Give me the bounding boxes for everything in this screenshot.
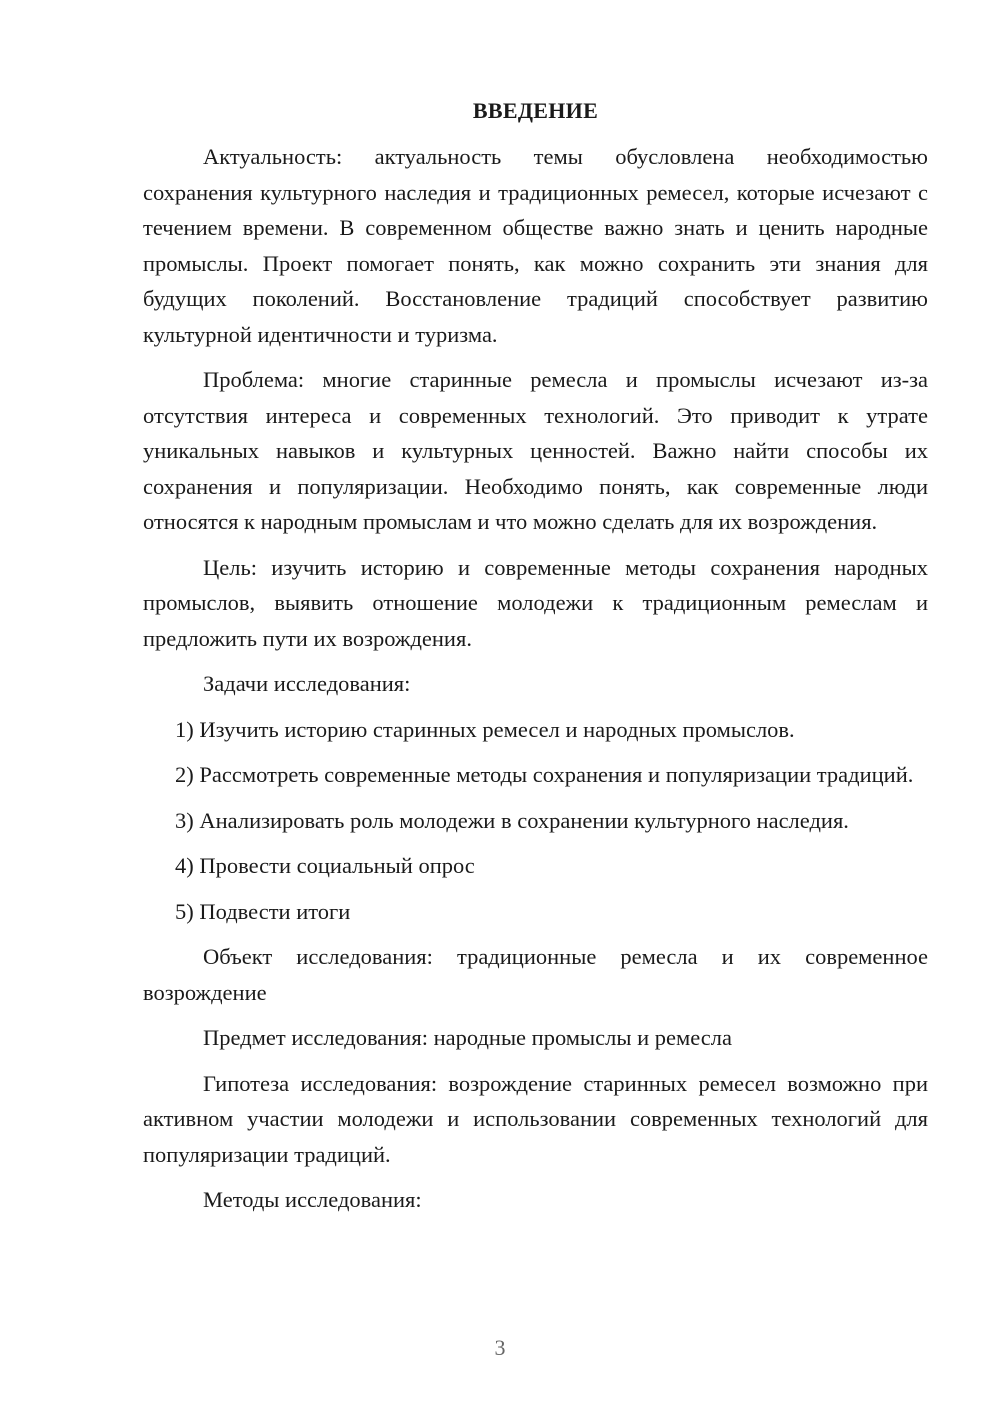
page-number: 3 (494, 1335, 506, 1360)
paragraph-problem: Проблема: многие старинные ремесла и промыслы исчезают из-за отсутствия интереса и современных технологий. Это приводит к утрате уникальных навыков и культурных ценностей. Важно найти способы их сохранения и популяризации. Необходимо понять, как современные люди относятся к народным промыслам и что можно сделать для их возрождения. (143, 367, 928, 534)
task-item-1: 1) Изучить историю старинных ремесел и народных промыслов. (175, 716, 795, 742)
paragraph-object: Объект исследования: традиционные ремесла и их современное возрождение (143, 944, 928, 1005)
task-item-3: 3) Анализировать роль молодежи в сохранении культурного наследия. (175, 807, 849, 833)
section-title: ВВЕДЕНИЕ (472, 98, 599, 123)
task-item-4: 4) Провести социальный опрос (175, 853, 475, 878)
paragraph-tasks-heading: Задачи исследования: (203, 671, 411, 696)
paragraph-subject: Предмет исследования: народные промыслы и ремесла (203, 1025, 732, 1050)
paragraph-relevance: Актуальность: актуальность темы обусловлена необходимостью сохранения культурного наследия и традиционных ремесел, которые исчезают с течением времени. В современном обществе важно знать и ценить народные промыслы. Проект помогает понять, как можно сохранить эти знания для будущих поколений. Восстановление традиций способствует развитию культурной идентичности и туризма. (143, 144, 928, 347)
paragraph-goal: Цель: изучить историю и современные методы сохранения народных промыслов, выявить отношение молодежи к традиционным ремеслам и предложить пути их возрождения. (143, 554, 928, 651)
page-content (143, 96, 928, 1228)
task-item-2: 2) Рассмотреть современные методы сохранения и популяризации традиций. (175, 762, 914, 787)
paragraph-methods: Методы исследования: (203, 1187, 422, 1212)
paragraph-hypothesis: Гипотеза исследования: возрождение старинных ремесел возможно при активном участии молодежи и использовании современных технологий для популяризации традиций. (143, 1070, 928, 1167)
task-item-5: 5) Подвести итоги (175, 898, 351, 924)
